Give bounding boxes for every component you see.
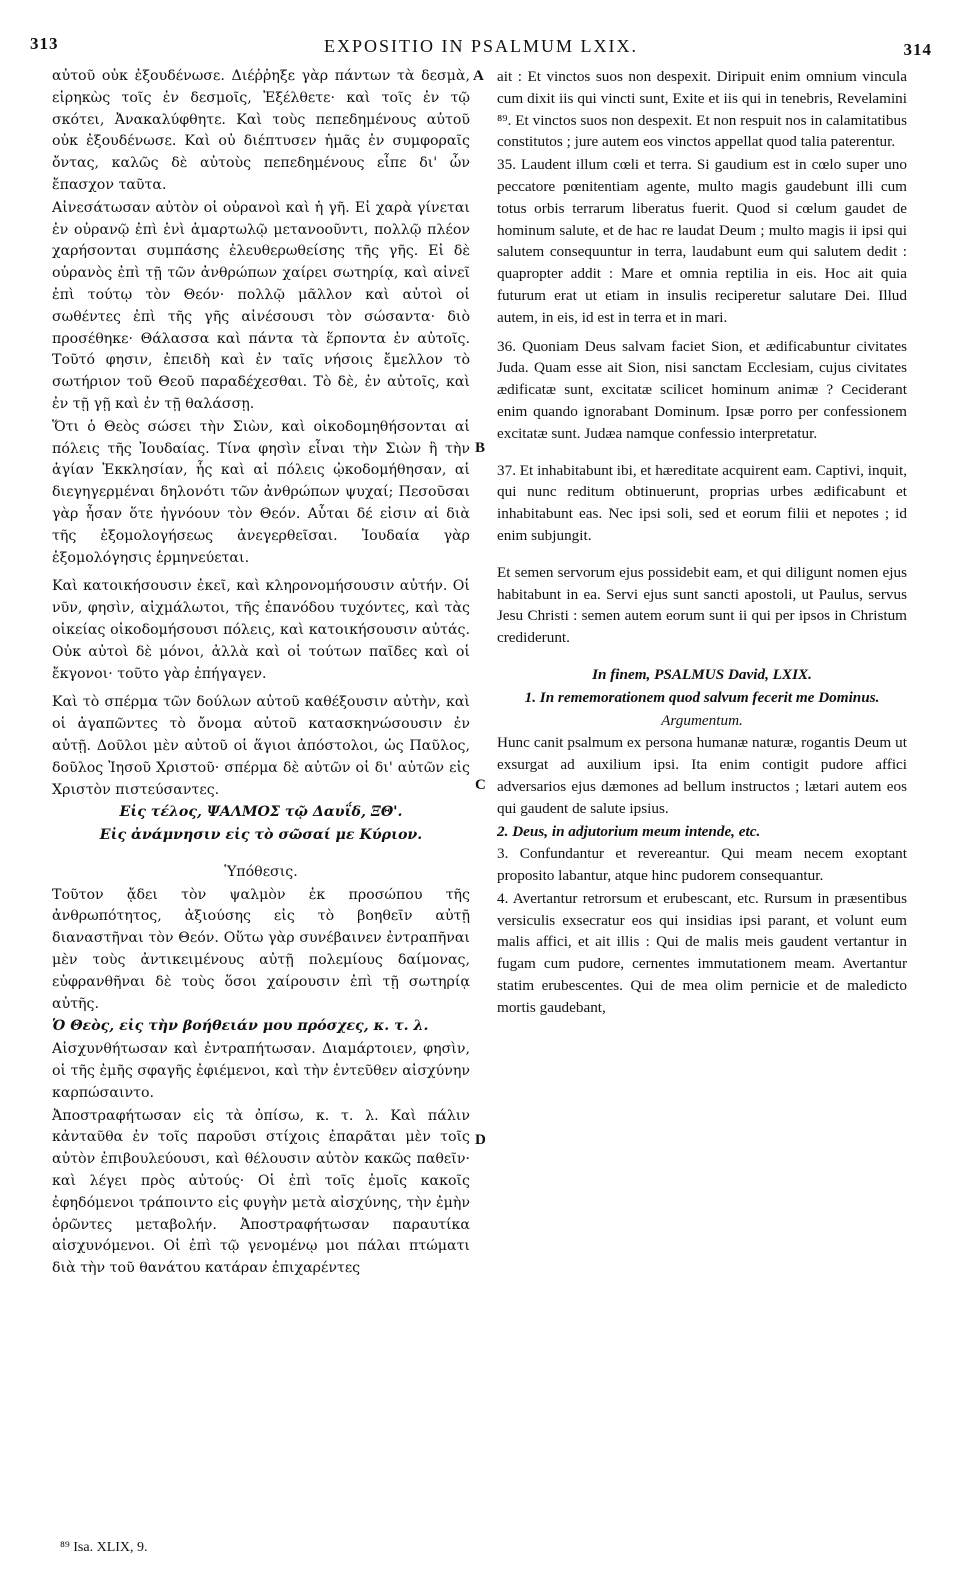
latin-paragraph-5: Et semen servorum ejus possidebit eam, et qui diligunt nomen ejus habitabunt in ea. Servi ejus sunt sancti apostoli, ut Paulus, servus Jesu Christi : semen autem eorum sunt ii qui per ipsos in Christum crediderunt. [497,563,907,647]
latin-column [497,66,907,1020]
latin-paragraph-4: 37. Et inhabitabunt ibi, et hæreditate acquirent eam. Captivi, inquit, qui nunc reditum obtinuerunt, proprias urbes ædificabunt et inhabitabunt eas. Nec ipsi soli, sed et eorum filii et nepotes ; id enim subjungit. [497,461,907,544]
greek-column [52,66,470,1281]
greek-paragraph-6: Τοῦτον ᾄδει τὸν ψαλμὸν ἐκ προσώπου τῆς ἀνθρωπότητος, ἀξιούσης εἰς τὸ βοηθεῖν αὐτῇ διαναστῆναι τὸν Θεόν. Οὕτω γὰρ συνέβαινεν ἐντραπῆναι μὲν τοὺς ἀντικειμένους αὐτῇ πολεμίους δαίμονας, εὐφρανθῆναι δὲ τοὺς ὅσοι χαίρουσιν ἐπὶ τῇ σωτηρίᾳ αὐτῆς. [52,886,470,1012]
latin-psalm-subtitle: 1. In rememorationem quod salvum fecerit me Dominus. [524,688,880,706]
greek-paragraph-7: Αἰσχυνθήτωσαν καὶ ἐντραπήτωσαν. Διαμάρτοιεν, φησὶν, οἱ τῆς ἐμῆς σφαγῆς ἐφιέμενοι, καὶ τὴν ἐντεῦθεν αἰσχύνην καρπώσαιντο. [52,1041,470,1101]
footnote: ⁸⁹ Isa. XLIX, 9. [60,1540,148,1555]
latin-argument-heading: Argumentum. [661,711,743,729]
margin-marker-d: D [475,1132,486,1148]
margin-marker-c: C [475,777,486,793]
latin-paragraph-2: 35. Laudent illum cœli et terra. Si gaudium est in cœlo super uno peccatore pœnitentiam agente, multo magis gaudebunt illi cum totus orbis terrarum liberatus fuerit. Quod si cœlum gaudet de hominum salute, et de hac re laudat Deum ; multo magis ii ipsi qui salutem consequuntur in terra, laudabunt eum qui salutem dedit : quapropter addit : Mare et omnia reptilia in eis. Hoc ait quia futurum erat ut etiam in insulis reciperetur salutare Dei. Illud autem, in eis, id est in terra et in mari. [497,156,907,326]
latin-paragraph-3: 36. Quoniam Deus salvam faciet Sion, et ædificabuntur civitates Juda. Quam esse ait Sion, nisi sanctam Ecclesiam, cujus civitates ædificatæ sunt, excitatæ scilicet hominum animæ ? Ceciderant enim quando ignorabant Dominum. Ipsæ porro per confessionem excitatæ sunt. Judæa namque confessio interpretatur. [497,337,907,442]
greek-argument-heading: Ὑπόθεσις. [224,863,298,880]
greek-paragraph-8: Ἀποστραφήτωσαν εἰς τὰ ὀπίσω, κ. τ. λ. Καὶ πάλιν κἀνταῦθα ἐν τοῖς παροῦσι στίχοις ἐπαρᾶται μὲν τοῖς αὐτὸν ἐπιβουλεύουσι, καὶ θέλουσιν αὐτὸν κακῶς παθεῖν· καὶ λέγει πρὸς αὐτούς· Οἱ ἐπὶ τοῖς ἐμοῖς κακοῖς ἐφηδόμενοι τράποιντο εἰς φυγὴν μετὰ αἰσχύνης, τὴν ἐμὴν ὁρῶντες μεταβολήν. Ἀποστραφήτωσαν παραυτίκα αἰσχυνόμενοι. Οἱ ἐπὶ τῷ γενομένῳ μοι πάλαι πτώματι διὰ τὴν τοῦ θανάτου κατάραν ἐπιχαρέντες [52,1107,470,1277]
greek-psalm-title: Εἰς τέλος, ΨΑΛΜΟΣ τῷ Δαυΐδ, ΞΘ'. [119,804,403,821]
latin-paragraph-7: 3. Confundantur et revereantur. Qui meam necem exoptant proposito labantur, atque hinc pudorem consequantur. [497,845,907,885]
latin-psalm-title: In finem, PSALMUS David, LXIX. [592,665,812,683]
margin-marker-b: B [475,440,486,456]
greek-paragraph-3: Ὅτι ὁ Θεὸς σώσει τὴν Σιὼν, καὶ οἰκοδομηθήσονται αἱ πόλεις τῆς Ἰουδαίας. Τίνα φησὶν εἶναι τὴν Σιὼν ἢ τὴν ἁγίαν Ἐκκλησίαν, ἧς καὶ αἱ πόλεις ᾠκοδομήθησαν, αἱ διεγηγερμέναι δηλονότι τῶν ἀνθρώπων ψυχαί; Πεσοῦσαι γὰρ ἦσαν ὅτε ἠγνόουν τὸν Θεόν. Αὗται δέ εἰσιν αἱ διὰ τῆς ἐξομολογήσεως ἀνεγερθεῖσαι. Ἰουδαία γὰρ ἐξομολόγησις ἑρμηνεύεται. [52,418,470,566]
margin-marker-a: A [473,68,484,84]
latin-paragraph-6: Hunc canit psalmum ex persona humanæ naturæ, rogantis Deum ut exsurgat ad auxilium ipsi. Ita enim contigit pudore affici adversarios ejus dæmones ad bellum instructos ; lætari autem eos qui gaudent de salute ipsius. [497,734,907,817]
greek-paragraph-4: Καὶ κατοικήσουσιν ἐκεῖ, καὶ κληρονομήσουσιν αὐτήν. Οἱ νῦν, φησὶν, αἰχμάλωτοι, τῆς ἐπανόδου τυχόντες, καὶ τὰς οἰκείας οἰκοδομήσουσι πόλεις, καὶ κατοικήσουσιν αὐτάς. Οὐκ αὐτοὶ δὲ μόνοι, ἀλλὰ καὶ οἱ τούτων παῖδες καὶ οἱ ἔκγονοι· τοῦτο γὰρ ἐπήγαγεν. [52,578,470,682]
page-number-right: 314 [903,40,932,59]
greek-paragraph-5: Καὶ τὸ σπέρμα τῶν δούλων αὐτοῦ καθέξουσιν αὐτὴν, καὶ οἱ ἀγαπῶντες τὸ ὄνομα αὐτοῦ κατασκηνώσουσιν ἐν αὐτῇ. Δοῦλοι μὲν αὐτοῦ οἱ ἅγιοι ἀπόστολοι, ὡς Παῦλος, δοῦλος Ἰησοῦ Χριστοῦ· σπέρμα δὲ αὐτῶν οἱ δι' αὐτῶν εἰς Χριστὸν πιστεύσαντες. [52,694,470,798]
latin-paragraph-8: 4. Avertantur retrorsum et erubescant, etc. Rursum in præsentibus versiculis exsecratur eos qui insidias ipsi parant, et volunt eum malis affici, et ait illis : Qui de malis meis gaudent vertantur in fugam cum pudore, cernentes immutationem meam. Avertantur statim erubescentes. Qui de mea olim pernicie et de maledicto mortis gaudebant, [497,889,907,1016]
greek-verse-2: Ὁ Θεὸς, εἰς τὴν βοήθειάν μου πρόσχες, κ. τ. λ. [52,1018,429,1035]
page-number-left: 313 [30,34,59,53]
latin-verse-2: 2. Deus, in adjutorium meum intende, etc. [497,822,761,840]
greek-paragraph-1: αὐτοῦ οὐκ ἐξουδένωσε. Διέῤῥηξε γὰρ πάντων τὰ δεσμὰ, εἰρηκὼς τοῖς ἐν δεσμοῖς, Ἐξέλθετε· καὶ τοῖς ἐν τῷ σκότει, Ἀνακαλύφθητε. Καὶ τοὺς πεπεδημένους αὐτοῦ οὐκ ἐξουδένωσε. Καὶ οὐ διέπτυσεν ἡμᾶς ἐν συμφοραῖς ὄντας, καλῶς δὲ αὐτοὺς πεπεδημένους εἶπε δι' ὧν ἔπασχον ταῦτα. [52,68,470,193]
running-title: EXPOSITIO IN PSALMUM LXIX. [323,36,638,56]
latin-paragraph-1: ait : Et vinctos suos non despexit. Diripuit enim omnium vincula cum dixit iis qui vincti sunt, Exite et iis qui in tenebris, Revelamini ⁸⁹. Et vinctos suos non despexit. Et non respuit nos in calamitatibus constitutos ; jure autem eos vinctos appellat quod talia paterentur. [497,68,907,151]
page-header [30,34,932,64]
greek-paragraph-2: Αἰνεσάτωσαν αὐτὸν οἱ οὐρανοὶ καὶ ἡ γῆ. Εἰ χαρὰ γίνεται ἐν οὐρανῷ ἐπὶ ἑνὶ ἁμαρτωλῷ μετανοοῦντι, πολλῷ πλέον χαρήσονται συμπάσης ἐλευθερωθείσης τῆς γῆς. Εἰ δὲ οὐρανὸς ἐπὶ τῇ τῶν ἀνθρώπων χαίρει σωτηρίᾳ, καὶ αἰνεῖ ἐπὶ τούτῳ τὸν Θεόν· πολλῷ μᾶλλον καὶ αὐτοὶ οἱ σωθέντες ἐπὶ τῆς γῆς αἰνέσουσι τὸν σώσαντα· διὸ προσέθηκε· Θάλασσα καὶ πάντα τὰ ἕρποντα ἐν αὐτοῖς. Τοῦτό φησιν, ἐπειδὴ καὶ ἐν ταῖς νήσοις ἔμελλον τὸ σωτήριον τοῦ Θεοῦ παραδέχεσθαι. Τὸ δὲ, ἐν αὐτοῖς, καὶ ἐν τῇ γῇ καὶ ἐν τῇ θαλάσσῃ. [52,199,470,412]
greek-psalm-subtitle: Εἰς ἀνάμνησιν εἰς τὸ σῶσαί με Κύριον. [99,827,423,844]
